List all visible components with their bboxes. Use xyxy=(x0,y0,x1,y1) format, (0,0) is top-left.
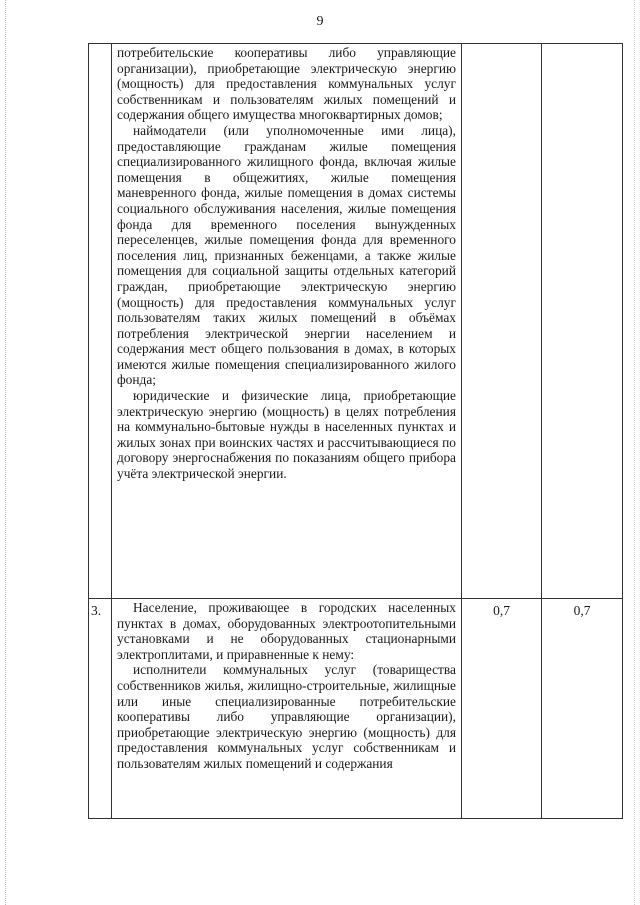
description-cell xyxy=(112,599,462,819)
coefficient-value-1: 0,7 xyxy=(493,603,510,618)
paragraph-legal-entities: юридические и физические лица, приобретающие электрическую энергию (мощность) в целях потребления на коммунально-бытовые нужды в населенных пунктах и жилых зонах при воинских частях и рассчитывающиеся по договору энергоснабжения по показаниям общего прибора учёта электрической энергии. xyxy=(117,388,456,482)
row-number-cell xyxy=(89,44,112,599)
page-number: 9 xyxy=(316,14,324,29)
scan-edge-left xyxy=(5,0,7,905)
scan-edge-right xyxy=(634,0,636,905)
coefficient-value-2: 0,7 xyxy=(573,603,591,618)
row-number xyxy=(89,44,111,48)
coefficient-value-2 xyxy=(542,44,622,48)
paragraph-landlords: наймодатели (или уполномоченные ими лица), предоставляющие гражданам жилые помещения специализированного жилищного фонда, включая жилые помещения в общежитиях, жилые помещения маневренного фонда, жилые помещения в домах системы социального обслуживания населения, жилые помещения фонда для временного поселения вынужденных переселенцев, жилые помещения фонда для временного поселения лиц, признанных беженцами, а также жилые помещения для социальной защиты отдельных категорий граждан, приобретающие электрическую энергию (мощность) для предоставления коммунальных услуг пользователям таких жилых помещений в объёмах потребления электрической энергии населением и содержания мест общего пользования в домах, в которых имеются жилые помещения специализированного жилого фонда; xyxy=(117,122,456,388)
row-number: 3. xyxy=(91,603,102,618)
value-cell-2 xyxy=(542,44,623,599)
tariff-table xyxy=(88,43,623,819)
description-cell xyxy=(112,44,462,599)
table-row-continuation xyxy=(89,44,623,599)
row-number-cell xyxy=(89,599,112,819)
table-row-3 xyxy=(89,599,623,819)
paragraph-population-electric-heating: Население, проживающее в городских населенных пунктах в домах, оборудованных электроотопительными установками и не оборудованных стационарными электроплитами, и приравненные к нему: xyxy=(117,600,456,662)
coefficient-value-1 xyxy=(462,44,541,48)
value-cell-2 xyxy=(542,599,623,819)
value-cell-1 xyxy=(462,599,542,819)
paragraph-tenants-continuation: потребительские кооперативы либо управляющие организации), приобретающие электрическую энергию (мощность) для предоставления коммунальных услуг собственникам и пользователям жилых помещений и содержания общего имущества многоквартирных домов; xyxy=(117,45,456,123)
paragraph-utility-providers: исполнители коммунальных услуг (товарищества собственников жилья, жилищно-строительные, жилищные или иные специализированные потребительские кооперативы либо управляющие организации), приобретающие электрическую энергию (мощность) для предоставления коммунальных услуг собственникам и пользователям жилых помещений и содержания xyxy=(117,662,456,771)
value-cell-1 xyxy=(462,44,542,599)
